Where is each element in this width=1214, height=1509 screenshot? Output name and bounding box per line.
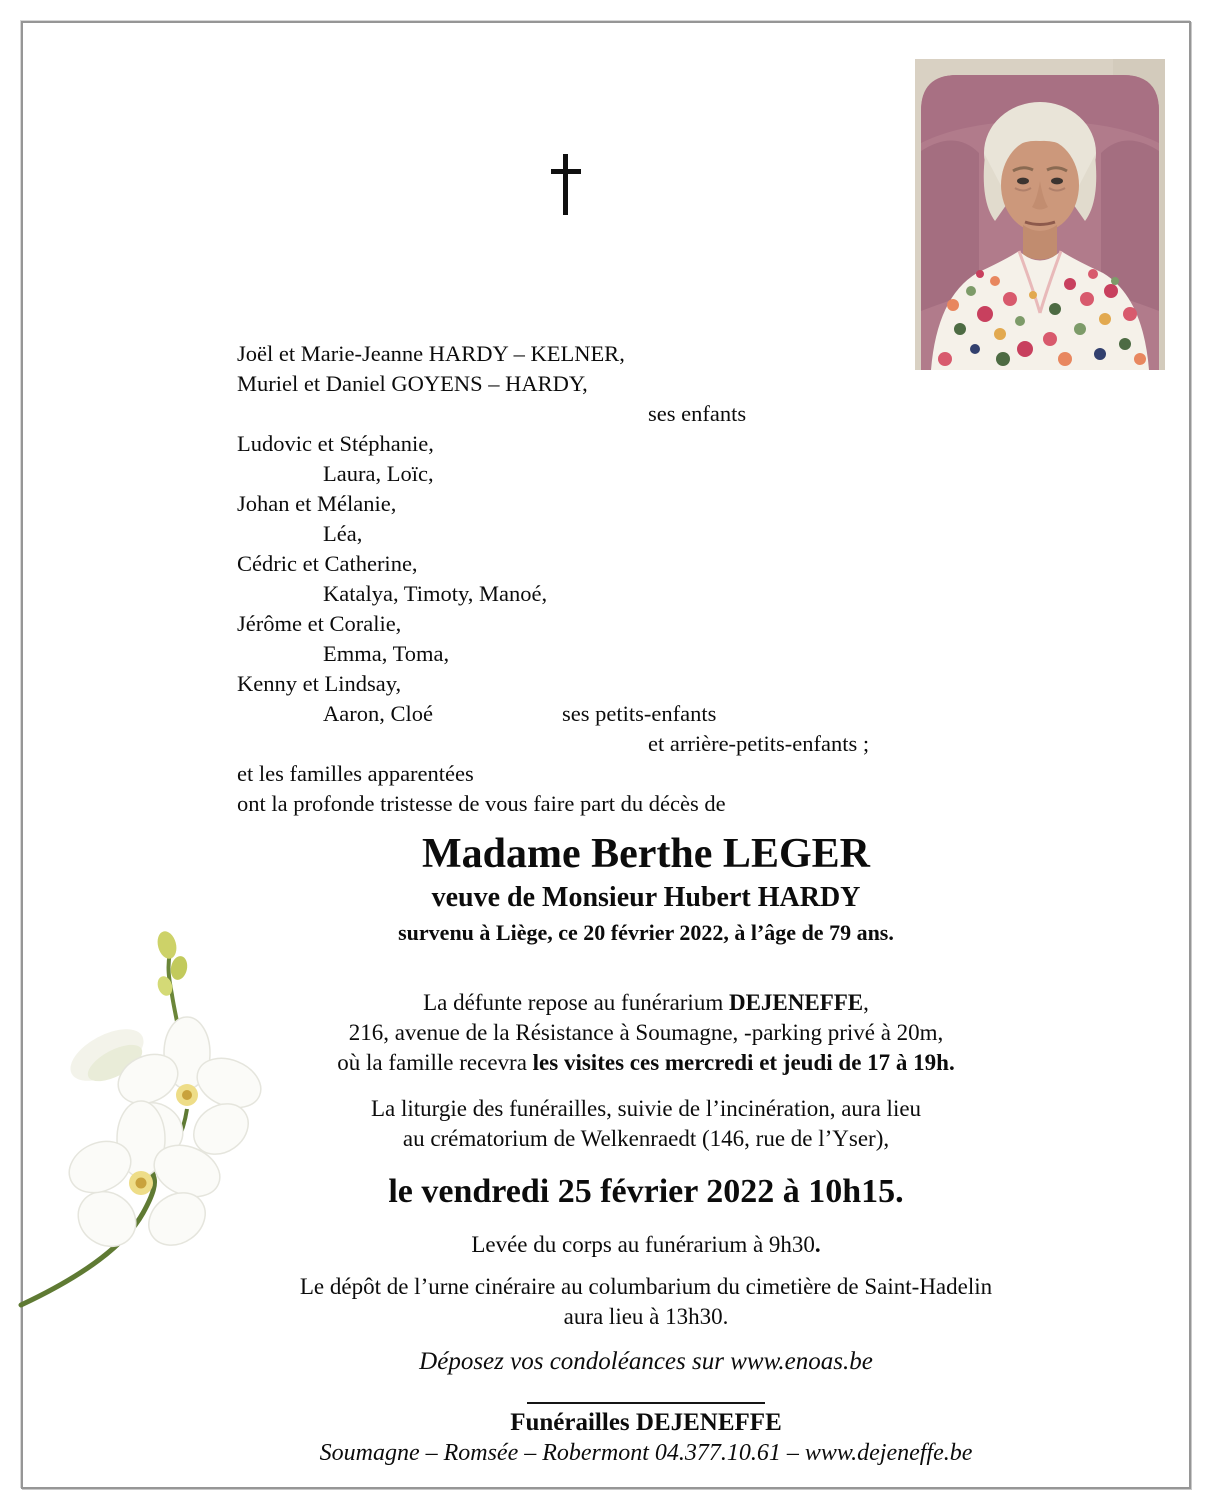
orchid-image xyxy=(15,923,265,1328)
family-line: Aaron, Cloé ses petits-enfants xyxy=(237,699,1067,729)
children-label-line xyxy=(237,399,1067,429)
announcement-line: ont la profonde tristesse de vous faire part du décès de xyxy=(237,791,726,816)
family-line: Jérôme et Coralie, xyxy=(237,611,402,636)
repose-line-2: 216, avenue de la Résistance à Soumagne, -parking privé à 20m, xyxy=(348,1020,944,1045)
family-announcement xyxy=(237,339,1067,819)
portrait-photo xyxy=(915,59,1165,370)
urn-line-2: aura lieu à 13h30. xyxy=(563,1304,729,1329)
funeral-home-contact: Soumagne – Romsée – Robermont 04.377.10.61 – www.dejeneffe.be xyxy=(319,1440,973,1466)
liturgy-line-1: La liturgie des funérailles, suivie de l’incinération, aura lieu xyxy=(370,1096,922,1121)
family-line: Johan et Mélanie, xyxy=(237,491,397,516)
related-families-line: et les familles apparentées xyxy=(237,761,474,786)
liturgy-paragraph xyxy=(240,1094,1052,1154)
repose-line-3: où la famille recevra les visites ces mercredi et jeudi de 17 à 19h. xyxy=(337,1050,955,1075)
family-line: Laura, Loïc, xyxy=(323,461,434,486)
main-column xyxy=(240,830,1052,1468)
family-line: Joël et Marie-Jeanne HARDY – KELNER, xyxy=(237,341,625,366)
family-line: Muriel et Daniel GOYENS – HARDY, xyxy=(237,371,588,396)
repose-paragraph xyxy=(240,988,1052,1078)
children-label: ses enfants xyxy=(648,401,747,426)
deceased-name: Madame Berthe LEGER xyxy=(422,831,870,877)
great-grandchildren-label: et arrière-petits-enfants ; xyxy=(648,731,870,756)
condolences-line: Déposez vos condoléances sur www.enoas.be xyxy=(419,1348,873,1375)
visits-schedule: les visites ces mercredi et jeudi de 17 à 19h. xyxy=(532,1050,955,1075)
great-grandchildren-label-line xyxy=(237,729,1067,759)
family-line: Kenny et Lindsay, xyxy=(237,671,402,696)
family-line: Cédric et Catherine, xyxy=(237,551,418,576)
grandchildren-label: ses petits-enfants xyxy=(562,701,717,726)
funeral-home-name: Funérailles DEJENEFFE xyxy=(510,1409,782,1436)
footer-divider xyxy=(527,1402,765,1404)
funerarium-name: DEJENEFFE xyxy=(728,990,864,1015)
liturgy-line-2: au crématorium de Welkenraedt (146, rue de l’Yser), xyxy=(402,1126,890,1151)
cross-icon xyxy=(551,154,581,215)
repose-line-1: La défunte repose au funérarium DEJENEFFE, xyxy=(423,990,869,1015)
family-line: Katalya, Timoty, Manoé, xyxy=(323,581,548,606)
levee-line: Levée du corps au funérarium à 9h30. xyxy=(471,1232,821,1257)
family-line: Ludovic et Stéphanie, xyxy=(237,431,434,456)
family-line: Léa, xyxy=(323,521,363,546)
deceased-relation: veuve de Monsieur Hubert HARDY xyxy=(431,882,861,913)
urn-line-1: Le dépôt de l’urne cinéraire au columbarium du cimetière de Saint-Hadelin xyxy=(299,1274,993,1299)
family-line: Emma, Toma, xyxy=(323,641,450,666)
urn-paragraph xyxy=(240,1272,1052,1332)
ceremony-date: le vendredi 25 février 2022 à 10h15. xyxy=(388,1173,904,1210)
death-info: survenu à Liège, ce 20 février 2022, à l’âge de 79 ans. xyxy=(398,920,894,945)
